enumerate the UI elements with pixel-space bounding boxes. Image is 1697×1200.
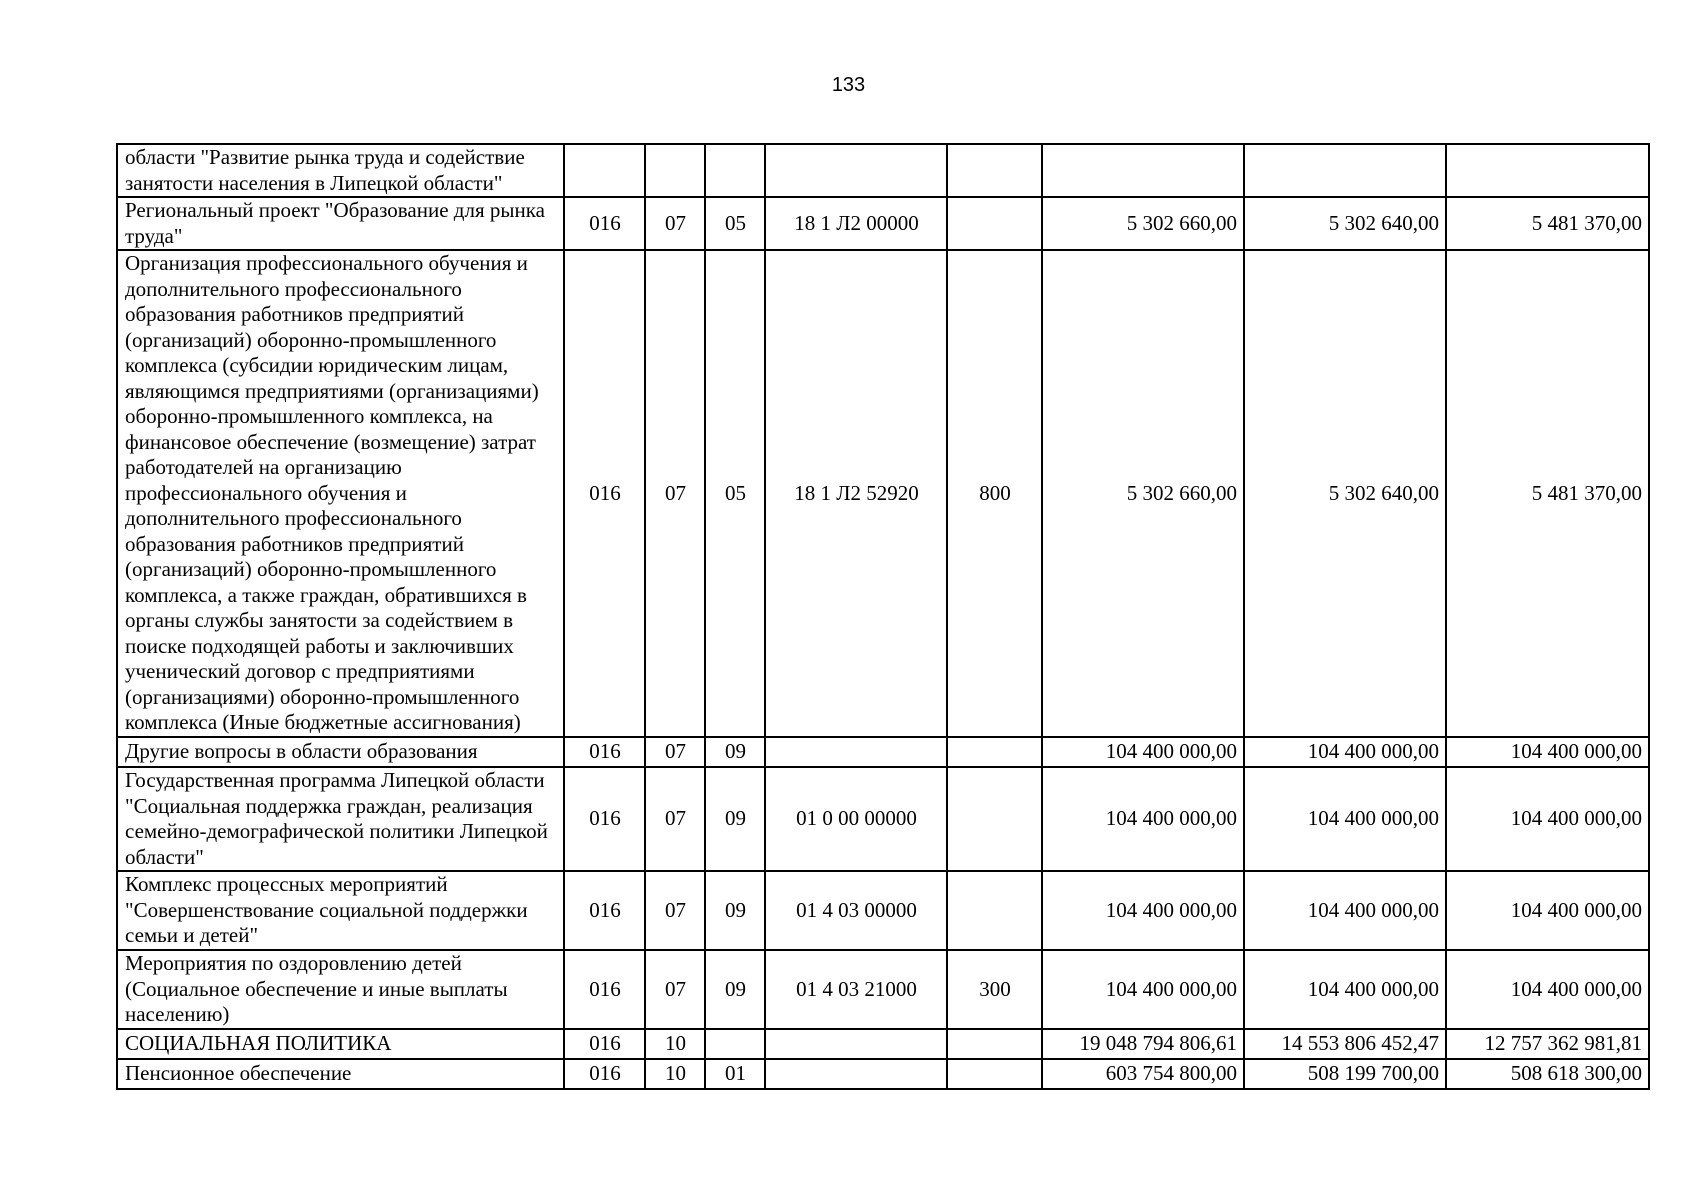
target-article-cell: 18 1 Л2 52920 <box>765 250 947 737</box>
amount-year3-cell: 12 757 362 981,81 <box>1446 1029 1649 1059</box>
expense-type-cell <box>947 871 1042 950</box>
amount-year2-cell: 104 400 000,00 <box>1244 950 1446 1029</box>
ministry-code-cell: 016 <box>564 1059 645 1089</box>
amount-year1-cell: 603 754 800,00 <box>1042 1059 1244 1089</box>
amount-year1-cell <box>1042 144 1244 197</box>
page-number: 133 <box>831 74 866 96</box>
expense-type-cell <box>947 197 1042 250</box>
amount-year3-cell: 104 400 000,00 <box>1446 767 1649 871</box>
table-row <box>117 950 1649 1029</box>
amount-year2-cell: 104 400 000,00 <box>1244 737 1446 767</box>
target-article-cell: 01 0 00 00000 <box>765 767 947 871</box>
amount-year3-cell: 5 481 370,00 <box>1446 250 1649 737</box>
target-article-cell <box>765 1029 947 1059</box>
amount-year2-cell: 5 302 640,00 <box>1244 250 1446 737</box>
section-code-cell: 07 <box>645 737 705 767</box>
expense-type-cell <box>947 767 1042 871</box>
amount-year3-cell: 508 618 300,00 <box>1446 1059 1649 1089</box>
table-row <box>117 767 1649 871</box>
target-article-cell <box>765 1059 947 1089</box>
amount-year3-cell: 104 400 000,00 <box>1446 737 1649 767</box>
amount-year1-cell: 104 400 000,00 <box>1042 871 1244 950</box>
amount-year3-cell <box>1446 144 1649 197</box>
amount-year1-cell: 104 400 000,00 <box>1042 767 1244 871</box>
section-code-cell: 10 <box>645 1059 705 1089</box>
amount-year2-cell: 508 199 700,00 <box>1244 1059 1446 1089</box>
ministry-code-cell: 016 <box>564 197 645 250</box>
target-article-cell <box>765 737 947 767</box>
section-code-cell: 07 <box>645 767 705 871</box>
amount-year3-cell: 5 481 370,00 <box>1446 197 1649 250</box>
amount-year1-cell: 104 400 000,00 <box>1042 950 1244 1029</box>
table-row <box>117 250 1649 737</box>
subsection-code-cell <box>705 1029 765 1059</box>
amount-year1-cell: 19 048 794 806,61 <box>1042 1029 1244 1059</box>
amount-year2-cell <box>1244 144 1446 197</box>
row-name-cell: Мероприятия по оздоровлению детей (Социальное обеспечение и иные выплаты населению) <box>117 950 564 1029</box>
target-article-cell: 18 1 Л2 00000 <box>765 197 947 250</box>
subsection-code-cell: 09 <box>705 871 765 950</box>
expense-type-cell <box>947 1029 1042 1059</box>
ministry-code-cell: 016 <box>564 737 645 767</box>
row-name-cell: Организация профессионального обучения и дополнительного профессионального образования работников предприятий (организаций) оборонно-промышленного комплекса (субсидии юридическим лицам, являющимся предприятиями (организациями) оборонно-промышленного комплекса, на финансовое обеспечение (возмещение) затрат работодателей на организацию профессионального обучения и дополнительного профессионального образования работников предприятий (организаций) оборонно-промышленного комплекса, а также граждан, обратившихся в органы службы занятости за содействием в поиске подходящей работы и заключивших ученический договор с предприятиями (организациями) оборонно-промышленного комплекса (Иные бюджетные ассигнования) <box>117 250 564 737</box>
section-code-cell: 10 <box>645 1029 705 1059</box>
table-row <box>117 737 1649 767</box>
subsection-code-cell: 05 <box>705 197 765 250</box>
subsection-code-cell: 09 <box>705 767 765 871</box>
amount-year3-cell: 104 400 000,00 <box>1446 950 1649 1029</box>
section-code-cell: 07 <box>645 871 705 950</box>
row-name-cell: области "Развитие рынка труда и содействие занятости населения в Липецкой области" <box>117 144 564 197</box>
table-row <box>117 197 1649 250</box>
expense-type-cell: 800 <box>947 250 1042 737</box>
amount-year1-cell: 104 400 000,00 <box>1042 737 1244 767</box>
row-name-cell: Комплекс процессных мероприятий "Совершенствование социальной поддержки семьи и детей" <box>117 871 564 950</box>
row-name-cell: Пенсионное обеспечение <box>117 1059 564 1089</box>
subsection-code-cell: 09 <box>705 950 765 1029</box>
subsection-code-cell: 05 <box>705 250 765 737</box>
subsection-code-cell: 01 <box>705 1059 765 1089</box>
subsection-code-cell: 09 <box>705 737 765 767</box>
row-name-cell: СОЦИАЛЬНАЯ ПОЛИТИКА <box>117 1029 564 1059</box>
table-row <box>117 1029 1649 1059</box>
row-name-cell: Другие вопросы в области образования <box>117 737 564 767</box>
expense-type-cell <box>947 737 1042 767</box>
row-name-cell: Государственная программа Липецкой области "Социальная поддержка граждан, реализация семейно-демографической политики Липецкой области" <box>117 767 564 871</box>
subsection-code-cell <box>705 144 765 197</box>
ministry-code-cell: 016 <box>564 767 645 871</box>
ministry-code-cell: 016 <box>564 250 645 737</box>
row-name-cell: Региональный проект "Образование для рынка труда" <box>117 197 564 250</box>
target-article-cell: 01 4 03 00000 <box>765 871 947 950</box>
ministry-code-cell <box>564 144 645 197</box>
amount-year1-cell: 5 302 660,00 <box>1042 250 1244 737</box>
amount-year2-cell: 14 553 806 452,47 <box>1244 1029 1446 1059</box>
expense-type-cell <box>947 1059 1042 1089</box>
expense-type-cell: 300 <box>947 950 1042 1029</box>
amount-year1-cell: 5 302 660,00 <box>1042 197 1244 250</box>
ministry-code-cell: 016 <box>564 1029 645 1059</box>
section-code-cell: 07 <box>645 250 705 737</box>
target-article-cell <box>765 144 947 197</box>
amount-year2-cell: 5 302 640,00 <box>1244 197 1446 250</box>
section-code-cell: 07 <box>645 950 705 1029</box>
table-row <box>117 1059 1649 1089</box>
amount-year2-cell: 104 400 000,00 <box>1244 767 1446 871</box>
ministry-code-cell: 016 <box>564 871 645 950</box>
budget-table <box>116 143 1650 1090</box>
table-row <box>117 144 1649 197</box>
table-row <box>117 871 1649 950</box>
section-code-cell: 07 <box>645 197 705 250</box>
ministry-code-cell: 016 <box>564 950 645 1029</box>
section-code-cell <box>645 144 705 197</box>
expense-type-cell <box>947 144 1042 197</box>
amount-year2-cell: 104 400 000,00 <box>1244 871 1446 950</box>
amount-year3-cell: 104 400 000,00 <box>1446 871 1649 950</box>
target-article-cell: 01 4 03 21000 <box>765 950 947 1029</box>
